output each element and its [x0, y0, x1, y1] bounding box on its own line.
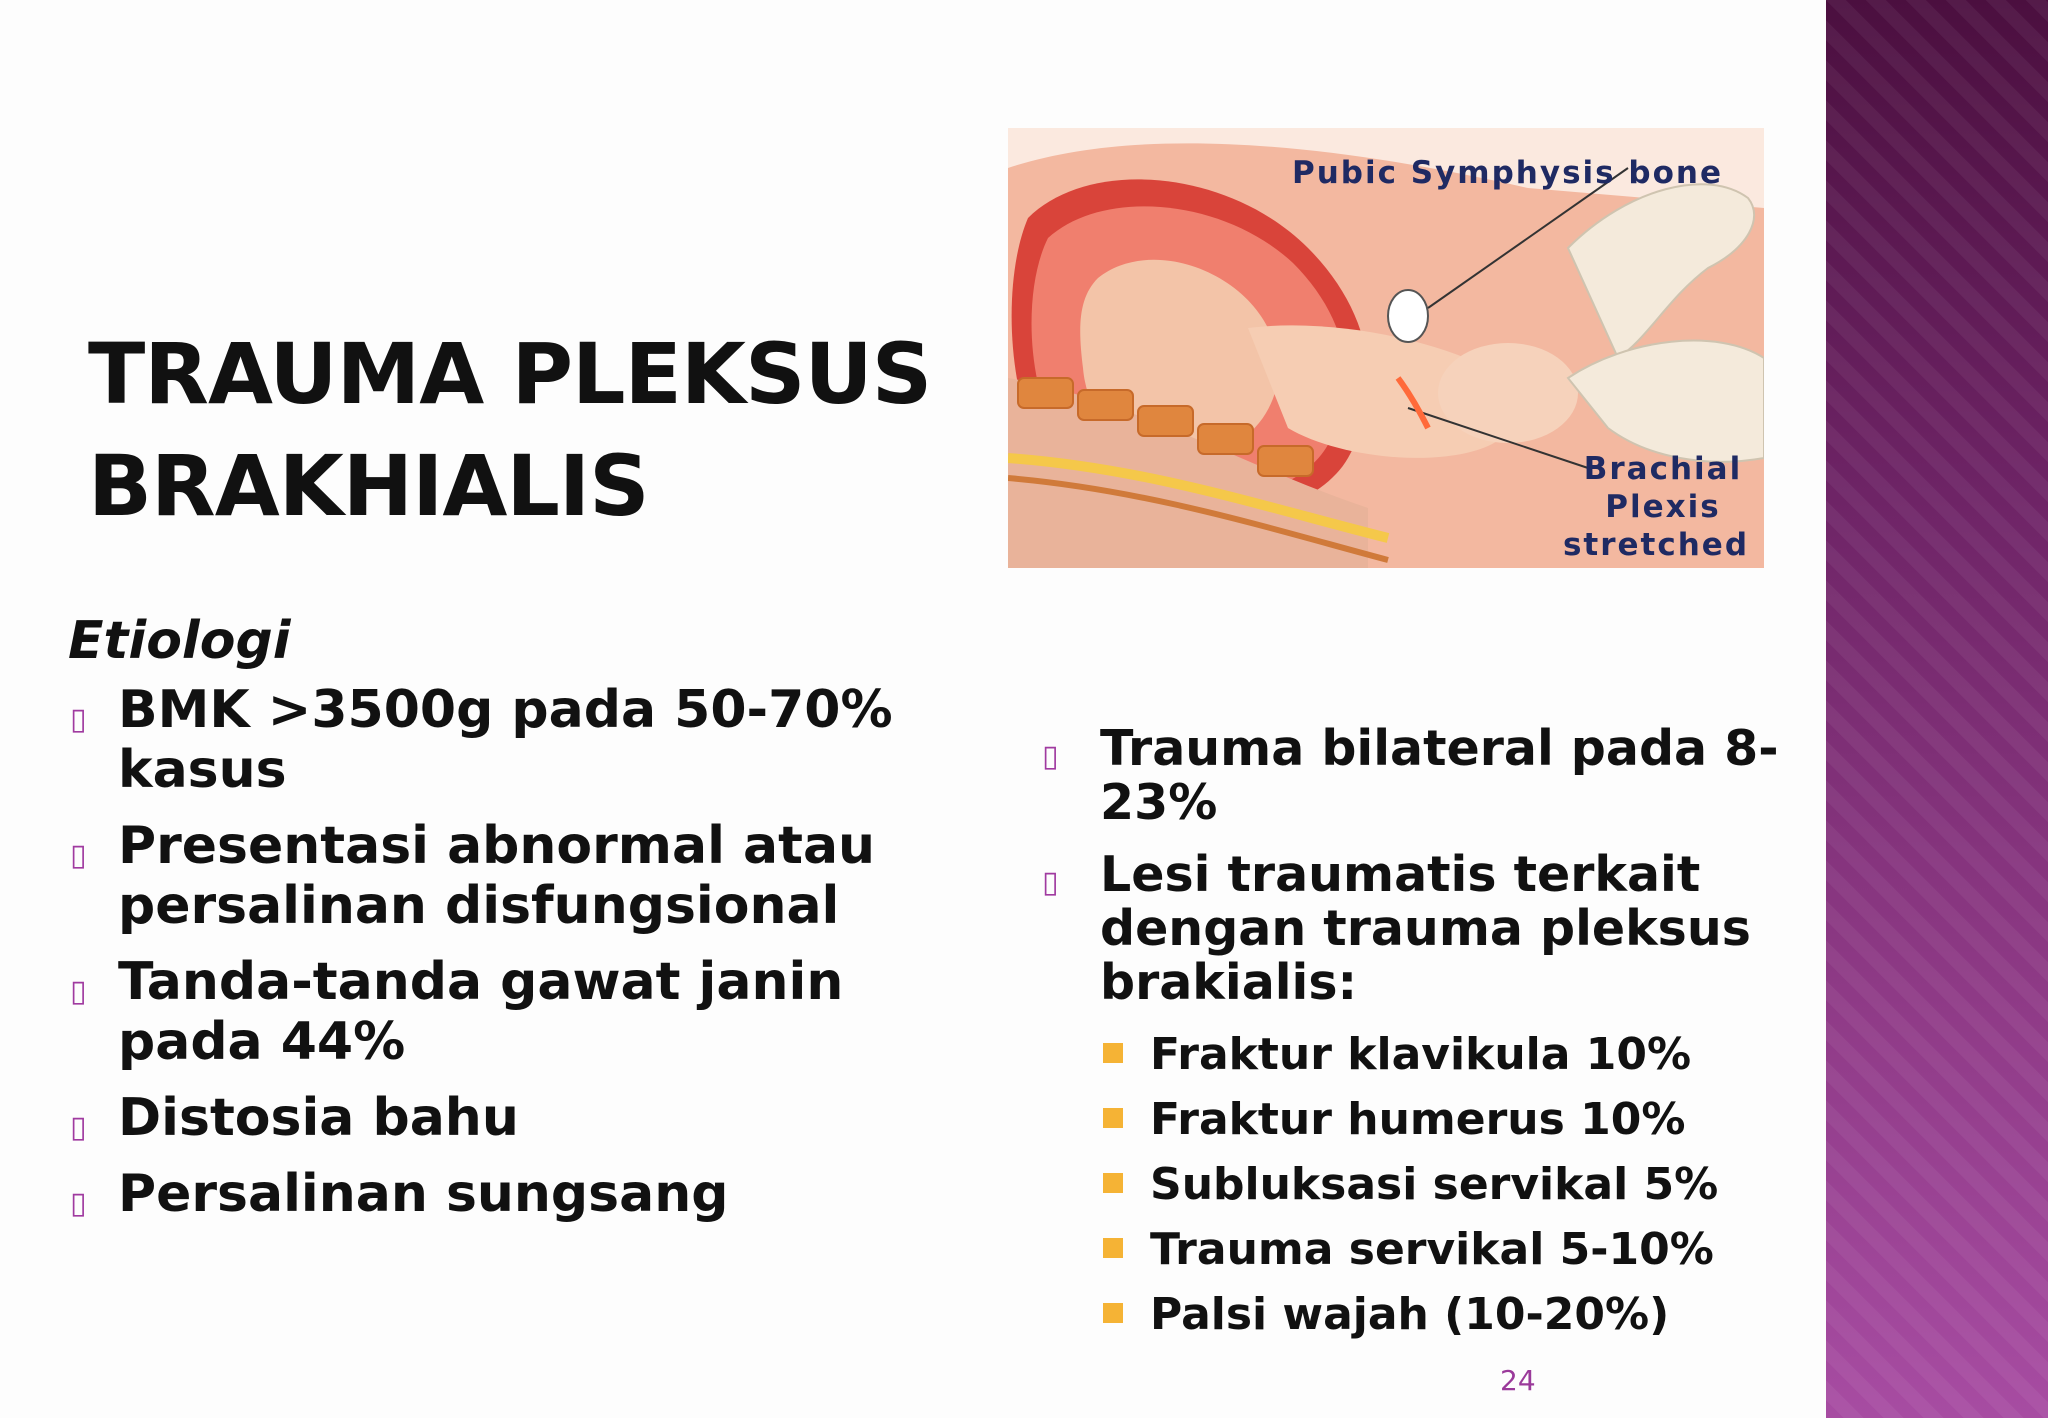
label-stretched: stretched: [1562, 527, 1750, 563]
brachial-plexis-illustration: [1008, 128, 1764, 568]
bullet-marker-icon: ▯: [70, 974, 87, 1009]
bullet-marker-icon: ▯: [70, 838, 87, 873]
bullet-marker-icon: ▯: [70, 702, 87, 737]
list-item: ▯ Persalinan sungsang: [68, 1164, 988, 1224]
sub-list-item: Fraktur klavikula 10%: [1100, 1028, 1830, 1082]
label-plexis: Plexis: [1605, 489, 1721, 525]
sub-list-item: Trauma servikal 5-10%: [1100, 1223, 1830, 1277]
list-item: ▯ Tanda-tanda gawat janin pada 44%: [70, 952, 844, 1072]
label-pubic-symphysis: Pubic Symphysis bone: [1292, 155, 1723, 191]
lesion-sub-list: [1040, 1028, 1830, 1342]
trauma-list: [1040, 722, 1830, 1010]
slide-title: [88, 318, 931, 542]
trauma-column: [1040, 722, 1830, 1353]
sub-list-item: Fraktur humerus 10%: [1100, 1093, 1830, 1147]
list-item: ▯ Lesi traumatis terkait dengan trauma pleksus brakialis:: [1042, 846, 1751, 1011]
square-bullet-icon: [1103, 1303, 1123, 1323]
sub-list-item: Subluksasi servikal 5%: [1100, 1158, 1830, 1212]
label-brachial: Brachial: [1583, 451, 1743, 487]
square-bullet-icon: [1103, 1043, 1123, 1063]
bullet-marker-icon: ▯: [1042, 739, 1059, 774]
square-bullet-icon: [1103, 1173, 1123, 1193]
title-line-1: TRAUMA PLEKSUS: [88, 325, 932, 423]
etiology-list: [68, 680, 988, 1224]
etiology-heading: Etiologi: [68, 611, 291, 671]
etiology-column: [68, 608, 988, 1240]
title-line-2: BRAKHIALIS: [88, 437, 649, 535]
square-bullet-icon: [1103, 1108, 1123, 1128]
sub-list-item: Palsi wajah (10-20%): [1100, 1288, 1830, 1342]
square-bullet-icon: [1103, 1238, 1123, 1258]
bullet-marker-icon: ▯: [70, 1110, 87, 1145]
page-number: 24: [1500, 1364, 1536, 1397]
decorative-side-band: [1826, 0, 2048, 1418]
list-item: ▯ Presentasi abnormal atau persalinan disfungsional: [70, 816, 876, 936]
bullet-marker-icon: ▯: [1042, 865, 1059, 900]
list-item: ▯ Trauma bilateral pada 8-23%: [1042, 720, 1779, 831]
list-item: ▯ BMK >3500g pada 50-70% kasus: [70, 680, 893, 800]
list-item: ▯ Distosia bahu: [68, 1088, 988, 1148]
bullet-marker-icon: ▯: [70, 1186, 87, 1221]
